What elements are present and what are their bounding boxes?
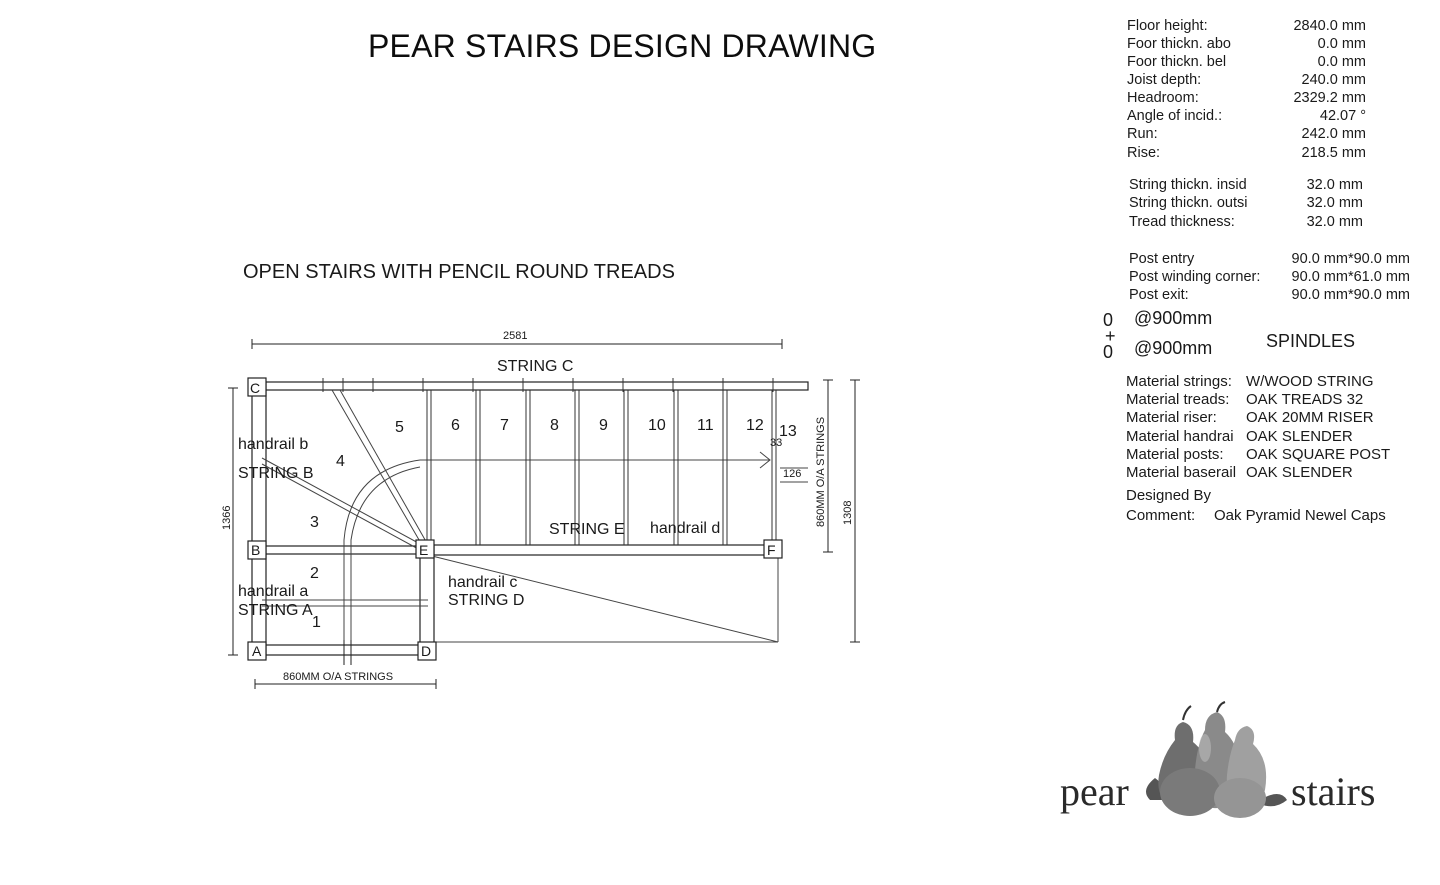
handrail-a-label: handrail a — [238, 583, 309, 600]
specs-value: 218.5 mm — [1301, 145, 1366, 161]
tread-7: 7 — [500, 417, 509, 434]
material-label: Material treads: — [1126, 391, 1230, 409]
logo-word-stairs: stairs — [1291, 769, 1376, 814]
string-c — [252, 382, 808, 390]
string-a-bottom — [262, 645, 428, 655]
string-d — [420, 545, 434, 657]
dim-top-label: 2581 — [503, 330, 528, 342]
posts-label: Post entry — [1129, 251, 1195, 267]
pear-cluster-icon — [1146, 702, 1287, 818]
material-value: OAK SQUARE POST — [1246, 445, 1391, 463]
specs-value: 2840.0 mm — [1293, 18, 1366, 34]
specs-value: 0.0 mm — [1317, 36, 1366, 52]
dim-right-outer-label: 1308 — [842, 500, 854, 525]
posts-value: 90.0 mm*90.0 mm — [1291, 251, 1410, 267]
material-value: OAK SLENDER — [1246, 464, 1353, 481]
specs-label: Joist depth: — [1127, 72, 1202, 88]
specs-label: Foor thickn. bel — [1127, 54, 1227, 70]
dim-bottom-label: 860MM O/A STRINGS — [283, 671, 394, 683]
comment-label: Comment: — [1126, 507, 1196, 524]
material-value: OAK TREADS 32 — [1246, 391, 1364, 409]
tread-6: 6 — [451, 417, 460, 434]
string-d-label: STRING D — [448, 592, 525, 609]
stair-plan-drawing — [0, 0, 880, 700]
spindle-spacing-1: @900mm — [1134, 308, 1213, 328]
dim-right-inner-label: 860MM O/A STRINGS — [815, 416, 827, 527]
tread-13: 13 — [779, 423, 797, 440]
specs-label: Angle of incid.: — [1127, 108, 1223, 124]
tread-2: 2 — [310, 565, 319, 582]
string-a-label: STRING A — [238, 602, 313, 619]
material-label: Material handrai — [1126, 427, 1234, 445]
specs-label: Run: — [1127, 126, 1158, 142]
handrail-d-label: handrail d — [650, 520, 721, 537]
string-e — [420, 545, 778, 555]
drawing-subtitle: OPEN STAIRS WITH PENCIL ROUND TREADS — [243, 261, 675, 283]
specs-value: 2329.2 mm — [1293, 90, 1366, 106]
post-a-label: A — [252, 643, 262, 659]
post-c-label: C — [250, 380, 261, 396]
string-b-label: STRING B — [238, 465, 314, 482]
strings-value: 32.0 mm — [1306, 177, 1363, 193]
material-label: Material strings: — [1126, 373, 1232, 390]
comment-value: Oak Pyramid Newel Caps — [1214, 507, 1386, 524]
tread-12: 12 — [746, 417, 764, 434]
tread-11: 11 — [697, 417, 714, 434]
spindles-heading: SPINDLES — [1266, 331, 1356, 351]
handrail-b-label: handrail b — [238, 436, 309, 453]
spindle-symbol-2: + — [1105, 326, 1116, 346]
material-value: W/WOOD STRING — [1246, 373, 1374, 390]
strings-label: String thickn. outsi — [1129, 195, 1248, 211]
material-label: Material baserail — [1126, 464, 1237, 481]
material-value: OAK 20MM RISER — [1246, 409, 1374, 427]
specs-label: Rise: — [1127, 145, 1161, 161]
material-value: OAK SLENDER — [1246, 427, 1353, 445]
posts-label: Post winding corner: — [1129, 269, 1261, 285]
dim-small-b: 126 — [783, 468, 802, 480]
dim-left-label: 1366 — [221, 505, 233, 530]
tread-4: 4 — [336, 453, 345, 470]
page-title: PEAR STAIRS DESIGN DRAWING — [368, 28, 877, 64]
posts-value: 90.0 mm*90.0 mm — [1291, 287, 1410, 303]
strings-label: Tread thickness: — [1129, 214, 1235, 230]
spindle-symbol-1: 0 — [1103, 310, 1114, 330]
tread-10: 10 — [648, 417, 666, 434]
handrail-c-label: handrail c — [448, 574, 518, 591]
spindle-symbol-3: 0 — [1103, 342, 1114, 362]
material-label: Material posts: — [1126, 445, 1224, 463]
post-e-label: E — [419, 542, 429, 558]
spindle-spacing-2: @900mm — [1134, 338, 1213, 358]
posts-label: Post exit: — [1129, 287, 1189, 303]
string-b-landing — [256, 546, 422, 554]
tread-3: 3 — [310, 514, 319, 531]
specs-value: 0.0 mm — [1317, 54, 1366, 70]
tread-1: 1 — [312, 614, 321, 631]
specs-label: Floor height: — [1127, 18, 1208, 34]
specs-value: 242.0 mm — [1301, 126, 1366, 142]
post-f-label: F — [767, 542, 776, 558]
post-d-label: D — [421, 643, 432, 659]
tread-9: 9 — [599, 417, 608, 434]
dim-small-a: 33 — [770, 437, 783, 449]
string-e-label: STRING E — [549, 521, 625, 538]
specs-value: 42.07 ° — [1319, 108, 1366, 124]
tread-5: 5 — [395, 419, 404, 436]
tread-8: 8 — [550, 417, 559, 434]
pear-stairs-logo — [1055, 700, 1395, 830]
strings-value: 32.0 mm — [1306, 195, 1363, 211]
strings-label: String thickn. insid — [1129, 177, 1247, 193]
specs-value: 240.0 mm — [1301, 72, 1366, 88]
designed-by-label: Designed By — [1126, 487, 1212, 504]
specs-label: Foor thickn. abo — [1127, 36, 1231, 52]
specs-label: Headroom: — [1127, 90, 1199, 106]
strings-value: 32.0 mm — [1306, 214, 1363, 230]
string-c-label: STRING C — [497, 358, 574, 375]
post-b-label: B — [251, 542, 261, 558]
material-label: Material riser: — [1126, 409, 1217, 427]
logo-word-pear: pear — [1060, 769, 1129, 814]
posts-value: 90.0 mm*61.0 mm — [1291, 269, 1410, 285]
